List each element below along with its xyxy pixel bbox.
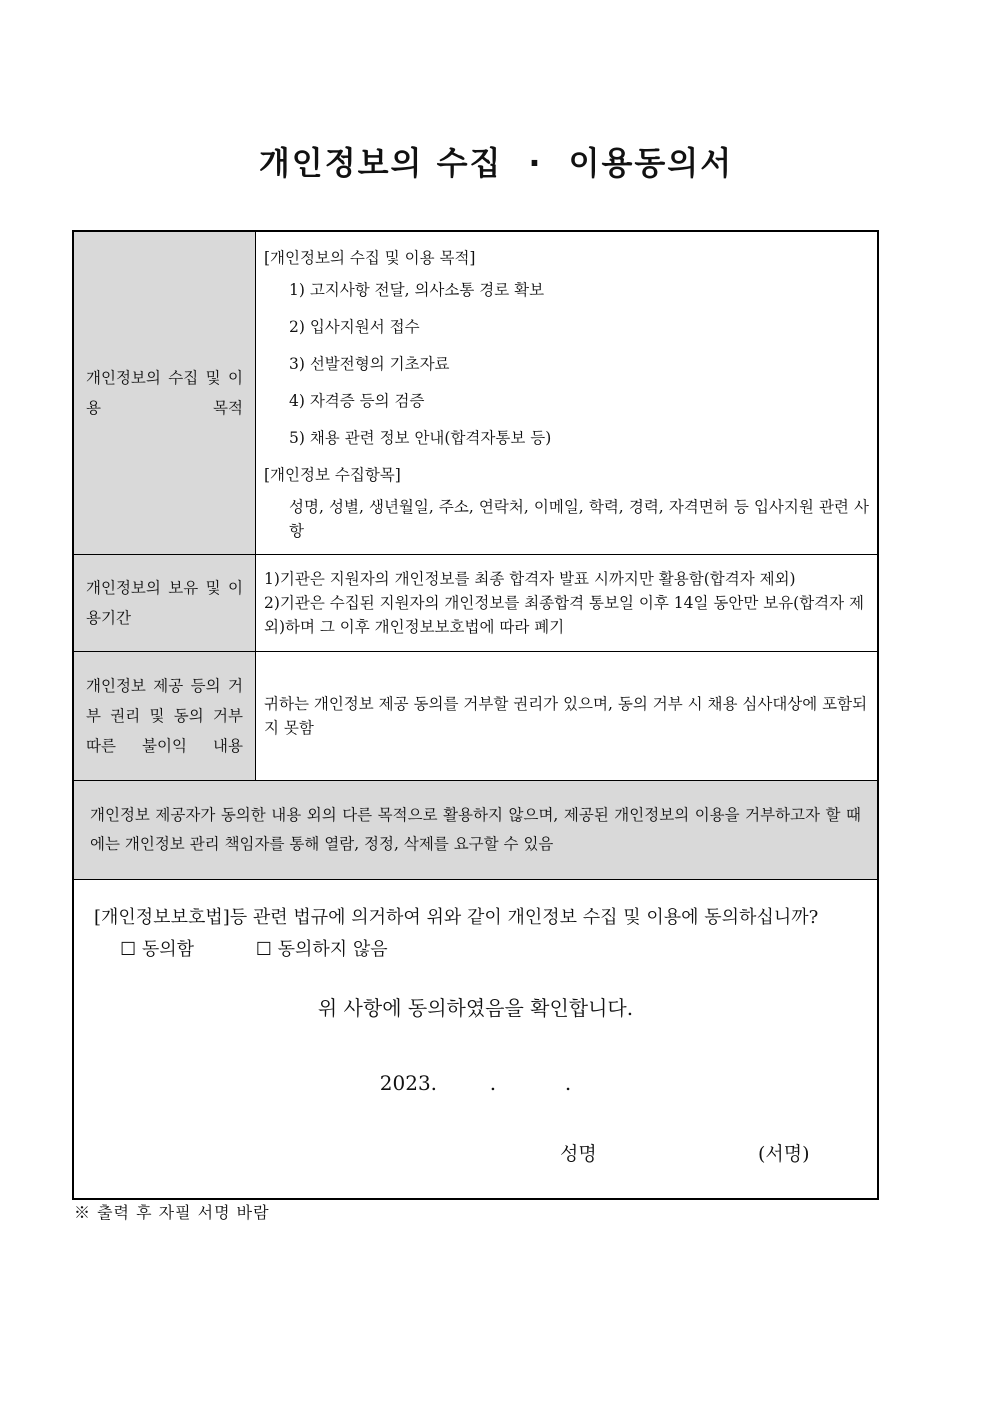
consent-box — [73, 880, 878, 1200]
purpose-row — [73, 231, 878, 555]
purpose-item: 4) 자격증 등의 검증 — [289, 391, 425, 410]
retention-row — [73, 555, 878, 652]
collected-items-heading: [개인정보 수집항목] — [264, 465, 401, 484]
purpose-label: 개인정보의 수집 및 이용 목적 — [73, 231, 256, 555]
document-title — [0, 138, 992, 184]
notice-text: 개인정보 제공자가 동의한 내용 외의 다른 목적으로 활용하지 않으며, 제공된 개인정보의 이용을 거부하고자 할 때에는 개인정보 관리 책임자를 통해 열람, 정정, 삭제를 요구할 수 있음 — [73, 781, 878, 880]
consent-question-text: [개인정보보호법]등 관련 법규에 의거하여 위와 같이 개인정보 수집 및 이용에 동의하십니까? — [94, 906, 819, 928]
retention-label: 개인정보의 보유 및 이용기간 — [73, 555, 256, 652]
confirm-statement: 위 사항에 동의하였음을 확인합니다. — [317, 995, 634, 1020]
consent-question — [94, 902, 857, 966]
consent-form-table — [72, 230, 879, 1200]
purpose-item: 3) 선발전형의 기초자료 — [289, 354, 450, 373]
date-month: . — [489, 1070, 497, 1095]
collected-items-text: 성명, 성별, 생년월일, 주소, 연락처, 이메일, 학력, 경력, 자격면허 등 입사지원 관련 사항 — [289, 497, 869, 540]
purpose-content — [256, 231, 879, 555]
date-day: . — [564, 1070, 572, 1095]
date-line — [94, 1071, 857, 1095]
date-year: 2023. — [379, 1070, 438, 1095]
purpose-item: 1) 고지사항 전달, 의사소통 경로 확보 — [289, 280, 545, 299]
retention-content — [256, 555, 879, 652]
retention-line-2: 2)기관은 수집된 지원자의 개인정보를 최종합격 통보일 이후 14일 동안만 보유(합격자 제외)하며 그 이후 개인정보보호법에 따라 폐기 — [264, 594, 865, 636]
title-left: 개인정보의 수집 — [258, 144, 503, 182]
refusal-label: 개인정보 제공 등의 거부 권리 및 동의 거부 따른 불이익 내용 — [73, 652, 256, 781]
purpose-section-heading: [개인정보의 수집 및 이용 목적] — [264, 248, 476, 267]
title-separator: · — [528, 144, 543, 182]
refusal-content: 귀하는 개인정보 제공 동의를 거부할 권리가 있으며, 동의 거부 시 채용 심사대상에 포함되지 못함 — [256, 652, 879, 781]
sign-label: (서명) — [758, 1142, 810, 1165]
retention-line-1: 1)기관은 지원자의 개인정보를 최종 합격자 발표 시까지만 활용함(합격자 제외) — [264, 570, 796, 588]
agree-checkbox[interactable]: ☐ 동의함 — [120, 938, 195, 960]
purpose-item: 5) 채용 관련 정보 안내(합격자통보 등) — [289, 428, 552, 447]
purpose-item: 2) 입사지원서 접수 — [289, 317, 420, 336]
refusal-row — [73, 652, 878, 781]
disagree-checkbox[interactable]: ☐ 동의하지 않음 — [255, 938, 388, 960]
title-right: 이용동의서 — [568, 144, 734, 182]
signature-line — [94, 1139, 857, 1169]
footnote: ※ 출력 후 자필 서명 바람 — [74, 1203, 270, 1222]
name-label: 성명 — [560, 1142, 597, 1165]
notice-row — [73, 781, 878, 880]
consent-row — [73, 880, 878, 1200]
